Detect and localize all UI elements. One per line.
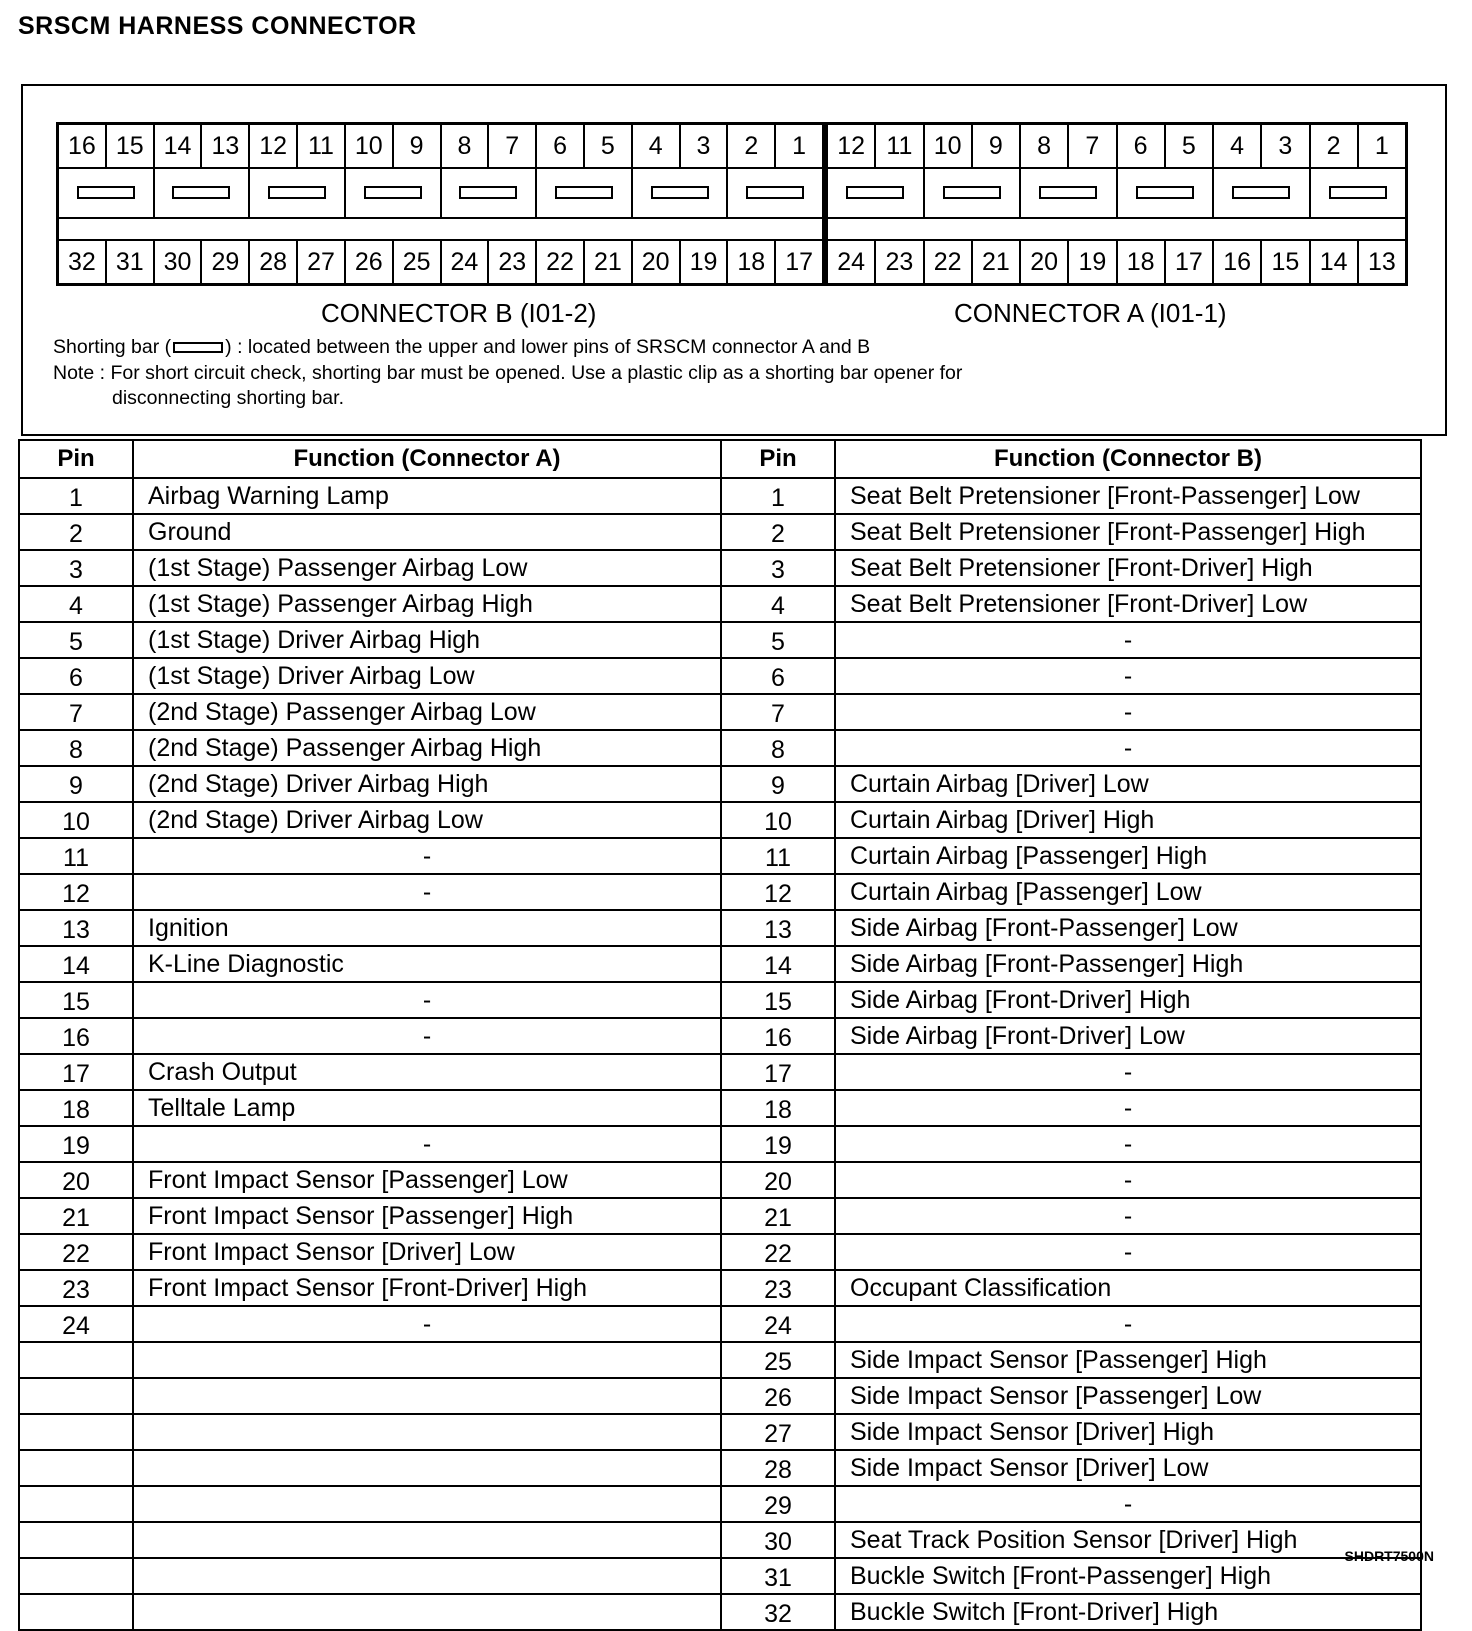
table-row [19, 586, 1421, 622]
pin-a-cell [19, 1414, 133, 1450]
header-pin-a: Pin [19, 440, 133, 478]
pin-a-cell [19, 1522, 133, 1558]
pin-b-cell: 11 [721, 838, 835, 874]
table-row [19, 838, 1421, 874]
function-a-cell: Front Impact Sensor [Driver] Low [133, 1234, 721, 1270]
table-row [19, 1522, 1421, 1558]
header-function-b: Function (Connector B) [835, 440, 1421, 478]
connector-pin: 23 [489, 241, 537, 283]
table-row [19, 1198, 1421, 1234]
shorting-bar-icon [364, 186, 422, 199]
connector-pin: 14 [155, 125, 203, 167]
function-b-cell: - [835, 1054, 1421, 1090]
table-row [19, 1090, 1421, 1126]
table-row [19, 1342, 1421, 1378]
function-a-cell: (2nd Stage) Passenger Airbag High [133, 730, 721, 766]
connector-pin: 19 [1069, 241, 1117, 283]
pin-a-cell: 20 [19, 1162, 133, 1198]
function-a-cell: (2nd Stage) Driver Airbag Low [133, 802, 721, 838]
connector-pin: 23 [876, 241, 924, 283]
shorting-bar-icon [1136, 186, 1194, 199]
connector-pin: 4 [633, 125, 681, 167]
pin-a-cell: 14 [19, 946, 133, 982]
shorting-bar-icon [173, 342, 223, 353]
function-a-cell: Airbag Warning Lamp [133, 478, 721, 514]
connector-pin: 3 [1262, 125, 1310, 167]
table-header-row [19, 440, 1421, 478]
function-b-cell: Curtain Airbag [Passenger] High [835, 838, 1421, 874]
connector-pin: 16 [1214, 241, 1262, 283]
table-row [19, 1234, 1421, 1270]
pin-b-cell: 32 [721, 1594, 835, 1630]
shorting-bar-cell [1021, 167, 1118, 217]
pin-b-cell: 31 [721, 1558, 835, 1594]
pin-b-cell: 10 [721, 802, 835, 838]
table-row [19, 1018, 1421, 1054]
table-row [19, 694, 1421, 730]
function-a-cell: Front Impact Sensor [Passenger] High [133, 1198, 721, 1234]
pin-a-cell [19, 1486, 133, 1522]
shorting-bar-icon [459, 186, 517, 199]
pin-a-cell: 3 [19, 550, 133, 586]
table-row [19, 478, 1421, 514]
connector-b-top-pins [59, 125, 822, 169]
connector-pin: 24 [442, 241, 490, 283]
connector-pin: 27 [298, 241, 346, 283]
pin-a-cell: 23 [19, 1270, 133, 1306]
page-title: SRSCM HARNESS CONNECTOR [18, 12, 417, 40]
function-a-cell [133, 1522, 721, 1558]
connector-pin: 16 [59, 125, 107, 167]
function-a-cell [133, 1342, 721, 1378]
connector-pin: 28 [250, 241, 298, 283]
connector-b-label: CONNECTOR B (I01-2) [321, 298, 597, 328]
pin-b-cell: 27 [721, 1414, 835, 1450]
function-b-cell: Curtain Airbag [Passenger] Low [835, 874, 1421, 910]
pin-b-cell: 5 [721, 622, 835, 658]
function-a-cell: - [133, 838, 721, 874]
shorting-bar-icon [651, 186, 709, 199]
function-a-cell: (1st Stage) Passenger Airbag Low [133, 550, 721, 586]
pin-b-cell: 13 [721, 910, 835, 946]
function-a-cell: - [133, 1018, 721, 1054]
table-row [19, 514, 1421, 550]
pin-a-cell: 22 [19, 1234, 133, 1270]
function-a-cell: (1st Stage) Passenger Airbag High [133, 586, 721, 622]
connector-pin: 15 [1262, 241, 1310, 283]
function-a-cell: (2nd Stage) Driver Airbag High [133, 766, 721, 802]
function-b-cell: - [835, 1306, 1421, 1342]
shorting-bar-cell [155, 167, 251, 217]
table-row [19, 1126, 1421, 1162]
pin-a-cell: 16 [19, 1018, 133, 1054]
function-a-cell: (1st Stage) Driver Airbag Low [133, 658, 721, 694]
connector-pin: 12 [828, 125, 876, 167]
connector-pin: 13 [1367, 247, 1396, 276]
table-row [19, 1414, 1421, 1450]
pin-b-cell: 29 [721, 1486, 835, 1522]
connector-pin: 26 [346, 241, 394, 283]
connector-pin: 20 [633, 241, 681, 283]
table-row [19, 910, 1421, 946]
function-b-cell: Side Airbag [Front-Passenger] High [835, 946, 1421, 982]
function-b-cell: - [835, 1198, 1421, 1234]
table-row [19, 874, 1421, 910]
shorting-note-suffix: ) : located between the upper and lower pins of SRSCM connector A and B [225, 336, 871, 358]
connector-pin: 2 [728, 125, 776, 167]
connector-b-bottom-pins [59, 239, 822, 283]
shorting-bar-cell [346, 167, 442, 217]
shorting-bar-cell [1214, 167, 1311, 217]
table-row [19, 1450, 1421, 1486]
shorting-bar-cell [59, 167, 155, 217]
function-b-cell: - [835, 1126, 1421, 1162]
function-a-cell [133, 1378, 721, 1414]
function-b-cell: - [835, 1090, 1421, 1126]
function-b-cell: Side Impact Sensor [Driver] Low [835, 1450, 1421, 1486]
pin-b-cell: 16 [721, 1018, 835, 1054]
function-a-cell [133, 1486, 721, 1522]
note-line-1: Note : For short circuit check, shorting bar must be opened. Use a plastic clip as a shorting bar opener for [53, 362, 963, 384]
connector-pin: 18 [728, 241, 776, 283]
function-b-cell: Side Impact Sensor [Driver] High [835, 1414, 1421, 1450]
connector-b [56, 122, 825, 286]
function-b-cell: Curtain Airbag [Driver] Low [835, 766, 1421, 802]
connector-a-label: CONNECTOR A (I01-1) [954, 298, 1227, 328]
shorting-bar-note [53, 335, 870, 360]
shorting-bar-cell [633, 167, 729, 217]
pin-a-cell: 21 [19, 1198, 133, 1234]
function-b-cell: Seat Belt Pretensioner [Front-Passenger] High [835, 514, 1421, 550]
shorting-bar-cell [250, 167, 346, 217]
pin-b-cell: 28 [721, 1450, 835, 1486]
pin-a-cell: 10 [19, 802, 133, 838]
figure-code: SHDRT7500N [1344, 1548, 1434, 1564]
connector-a-shorting-bars [828, 167, 1405, 219]
table-row [19, 730, 1421, 766]
shorting-note-prefix: Shorting bar ( [53, 336, 172, 358]
function-b-cell: - [835, 658, 1421, 694]
function-a-cell [133, 1450, 721, 1486]
function-a-cell: Telltale Lamp [133, 1090, 721, 1126]
connector-pin: 19 [681, 241, 729, 283]
shorting-bar-cell [442, 167, 538, 217]
pin-b-cell: 7 [721, 694, 835, 730]
function-a-cell: (2nd Stage) Passenger Airbag Low [133, 694, 721, 730]
table-row [19, 658, 1421, 694]
connector-pin: 4 [1214, 125, 1262, 167]
function-a-cell: Crash Output [133, 1054, 721, 1090]
pin-b-cell: 23 [721, 1270, 835, 1306]
pin-b-cell: 20 [721, 1162, 835, 1198]
function-b-cell: Side Airbag [Front-Passenger] Low [835, 910, 1421, 946]
table-row [19, 982, 1421, 1018]
pin-a-cell: 9 [19, 766, 133, 802]
connector-pin: 15 [107, 125, 155, 167]
connector-pin: 21 [585, 241, 633, 283]
pin-b-cell: 4 [721, 586, 835, 622]
table-row [19, 622, 1421, 658]
table-row [19, 1306, 1421, 1342]
function-a-cell: (1st Stage) Driver Airbag High [133, 622, 721, 658]
function-b-cell: Seat Belt Pretensioner [Front-Driver] Low [835, 586, 1421, 622]
pin-b-cell: 12 [721, 874, 835, 910]
pin-a-cell: 15 [19, 982, 133, 1018]
pin-b-cell: 21 [721, 1198, 835, 1234]
connector-pin: 25 [394, 241, 442, 283]
pin-b-cell: 8 [721, 730, 835, 766]
function-b-cell: Seat Belt Pretensioner [Front-Passenger] Low [835, 478, 1421, 514]
shorting-bar-icon [172, 186, 230, 199]
pin-a-cell: 2 [19, 514, 133, 550]
function-a-cell: Front Impact Sensor [Front-Driver] High [133, 1270, 721, 1306]
pin-b-cell: 6 [721, 658, 835, 694]
shorting-bar-cell [1311, 167, 1406, 217]
connector-b-shorting-bars [59, 167, 822, 219]
pin-b-cell: 3 [721, 550, 835, 586]
pin-b-cell: 18 [721, 1090, 835, 1126]
function-b-cell: Side Impact Sensor [Passenger] High [835, 1342, 1421, 1378]
function-b-cell: Seat Belt Pretensioner [Front-Driver] High [835, 550, 1421, 586]
connector-pin: 20 [1021, 241, 1069, 283]
pin-b-cell: 22 [721, 1234, 835, 1270]
pin-a-cell: 5 [19, 622, 133, 658]
shorting-bar-cell [728, 167, 822, 217]
pin-b-cell: 2 [721, 514, 835, 550]
function-b-cell: - [835, 730, 1421, 766]
table-row [19, 550, 1421, 586]
connector-pin: 29 [202, 241, 250, 283]
table-row [19, 1486, 1421, 1522]
pin-b-cell: 15 [721, 982, 835, 1018]
shorting-bar-icon [746, 186, 804, 199]
table-row [19, 1162, 1421, 1198]
function-b-cell: - [835, 1234, 1421, 1270]
function-a-cell [133, 1558, 721, 1594]
shorting-bar-icon [943, 186, 1001, 199]
pin-b-cell: 19 [721, 1126, 835, 1162]
pin-a-cell [19, 1378, 133, 1414]
shorting-bar-icon [846, 186, 904, 199]
connector-pin: 10 [925, 125, 973, 167]
pin-a-cell: 17 [19, 1054, 133, 1090]
connector-pin: 22 [537, 241, 585, 283]
function-b-cell: Buckle Switch [Front-Passenger] High [835, 1558, 1421, 1594]
pin-a-cell: 18 [19, 1090, 133, 1126]
connector-pin: 9 [394, 125, 442, 167]
function-a-cell: - [133, 1126, 721, 1162]
pin-a-cell [19, 1558, 133, 1594]
pin-function-table [18, 439, 1422, 1631]
connector-pin: 21 [973, 241, 1021, 283]
pin-a-cell: 24 [19, 1306, 133, 1342]
pin-a-cell: 7 [19, 694, 133, 730]
table-row [19, 1054, 1421, 1090]
pin-a-cell: 19 [19, 1126, 133, 1162]
connector-pin: 11 [876, 125, 924, 167]
connector-pin: 12 [250, 125, 298, 167]
connector-pin: 9 [973, 125, 1021, 167]
connector-pin: 18 [1118, 241, 1166, 283]
pin-a-cell: 1 [19, 478, 133, 514]
connector-pin: 3 [681, 125, 729, 167]
shorting-bar-icon [77, 186, 135, 199]
connector-pin: 32 [59, 241, 107, 283]
shorting-bar-icon [1039, 186, 1097, 199]
note-line-2: disconnecting shorting bar. [112, 387, 344, 409]
connector-pin: 11 [298, 125, 346, 167]
pin-a-cell: 6 [19, 658, 133, 694]
function-b-cell: - [835, 1162, 1421, 1198]
connector-pin: 10 [346, 125, 394, 167]
function-a-cell: Front Impact Sensor [Passenger] Low [133, 1162, 721, 1198]
pin-a-cell [19, 1342, 133, 1378]
connector-a [825, 122, 1408, 286]
table-row [19, 1270, 1421, 1306]
shorting-bar-cell [537, 167, 633, 217]
function-a-cell [133, 1414, 721, 1450]
function-b-cell: - [835, 694, 1421, 730]
pin-b-cell: 26 [721, 1378, 835, 1414]
connector-diagram [21, 84, 1447, 436]
pin-a-cell: 4 [19, 586, 133, 622]
connector-pin: 30 [155, 241, 203, 283]
connector-pin: 13 [202, 125, 250, 167]
header-function-a: Function (Connector A) [133, 440, 721, 478]
function-a-cell: - [133, 982, 721, 1018]
function-b-cell: Occupant Classification [835, 1270, 1421, 1306]
table-row [19, 766, 1421, 802]
connector-pin: 31 [107, 241, 155, 283]
pin-b-cell: 25 [721, 1342, 835, 1378]
connector-pin: 24 [828, 241, 876, 283]
function-b-cell: - [835, 622, 1421, 658]
shorting-bar-icon [1232, 186, 1290, 199]
connector-pin: 8 [442, 125, 490, 167]
shorting-bar-icon [1329, 186, 1387, 199]
pin-b-cell: 24 [721, 1306, 835, 1342]
table-row [19, 1594, 1421, 1630]
connector-pin: 17 [785, 247, 813, 276]
function-b-cell: Curtain Airbag [Driver] High [835, 802, 1421, 838]
connector-pin: 8 [1021, 125, 1069, 167]
pin-a-cell [19, 1594, 133, 1630]
connector-pin: 7 [489, 125, 537, 167]
pin-a-cell: 8 [19, 730, 133, 766]
connector-pin: 1 [1374, 131, 1389, 160]
connector-a-bottom-pins [828, 239, 1405, 283]
shorting-bar-icon [555, 186, 613, 199]
table-row [19, 1378, 1421, 1414]
function-a-cell: Ignition [133, 910, 721, 946]
function-b-cell: Side Airbag [Front-Driver] High [835, 982, 1421, 1018]
connector-pin: 14 [1311, 241, 1359, 283]
connector-pin: 7 [1069, 125, 1117, 167]
connector-pin: 6 [537, 125, 585, 167]
function-a-cell: - [133, 1306, 721, 1342]
function-a-cell [133, 1594, 721, 1630]
function-b-cell: - [835, 1486, 1421, 1522]
connector-pin: 1 [792, 131, 807, 160]
function-a-cell: - [133, 874, 721, 910]
function-b-cell: Seat Track Position Sensor [Driver] High [835, 1522, 1421, 1558]
shorting-bar-icon [268, 186, 326, 199]
pin-b-cell: 14 [721, 946, 835, 982]
connector-pin: 5 [1166, 125, 1214, 167]
function-b-cell: Buckle Switch [Front-Driver] High [835, 1594, 1421, 1630]
function-b-cell: Side Impact Sensor [Passenger] Low [835, 1378, 1421, 1414]
pin-a-cell: 12 [19, 874, 133, 910]
table-row [19, 802, 1421, 838]
table-row [19, 1558, 1421, 1594]
connector-pin: 17 [1166, 241, 1214, 283]
shorting-bar-cell [828, 167, 925, 217]
pin-b-cell: 17 [721, 1054, 835, 1090]
pin-b-cell: 9 [721, 766, 835, 802]
connector-pin: 22 [925, 241, 973, 283]
pin-a-cell [19, 1450, 133, 1486]
pin-a-cell: 11 [19, 838, 133, 874]
shorting-bar-cell [1118, 167, 1215, 217]
function-a-cell: Ground [133, 514, 721, 550]
header-pin-b: Pin [721, 440, 835, 478]
connector-pin: 5 [585, 125, 633, 167]
connector-a-top-pins [828, 125, 1405, 169]
pin-b-cell: 30 [721, 1522, 835, 1558]
pin-b-cell: 1 [721, 478, 835, 514]
connector-pin: 6 [1118, 125, 1166, 167]
function-a-cell: K-Line Diagnostic [133, 946, 721, 982]
table-row [19, 946, 1421, 982]
connector-pin: 2 [1311, 125, 1359, 167]
pin-a-cell: 13 [19, 910, 133, 946]
shorting-bar-cell [925, 167, 1022, 217]
function-b-cell: Side Airbag [Front-Driver] Low [835, 1018, 1421, 1054]
